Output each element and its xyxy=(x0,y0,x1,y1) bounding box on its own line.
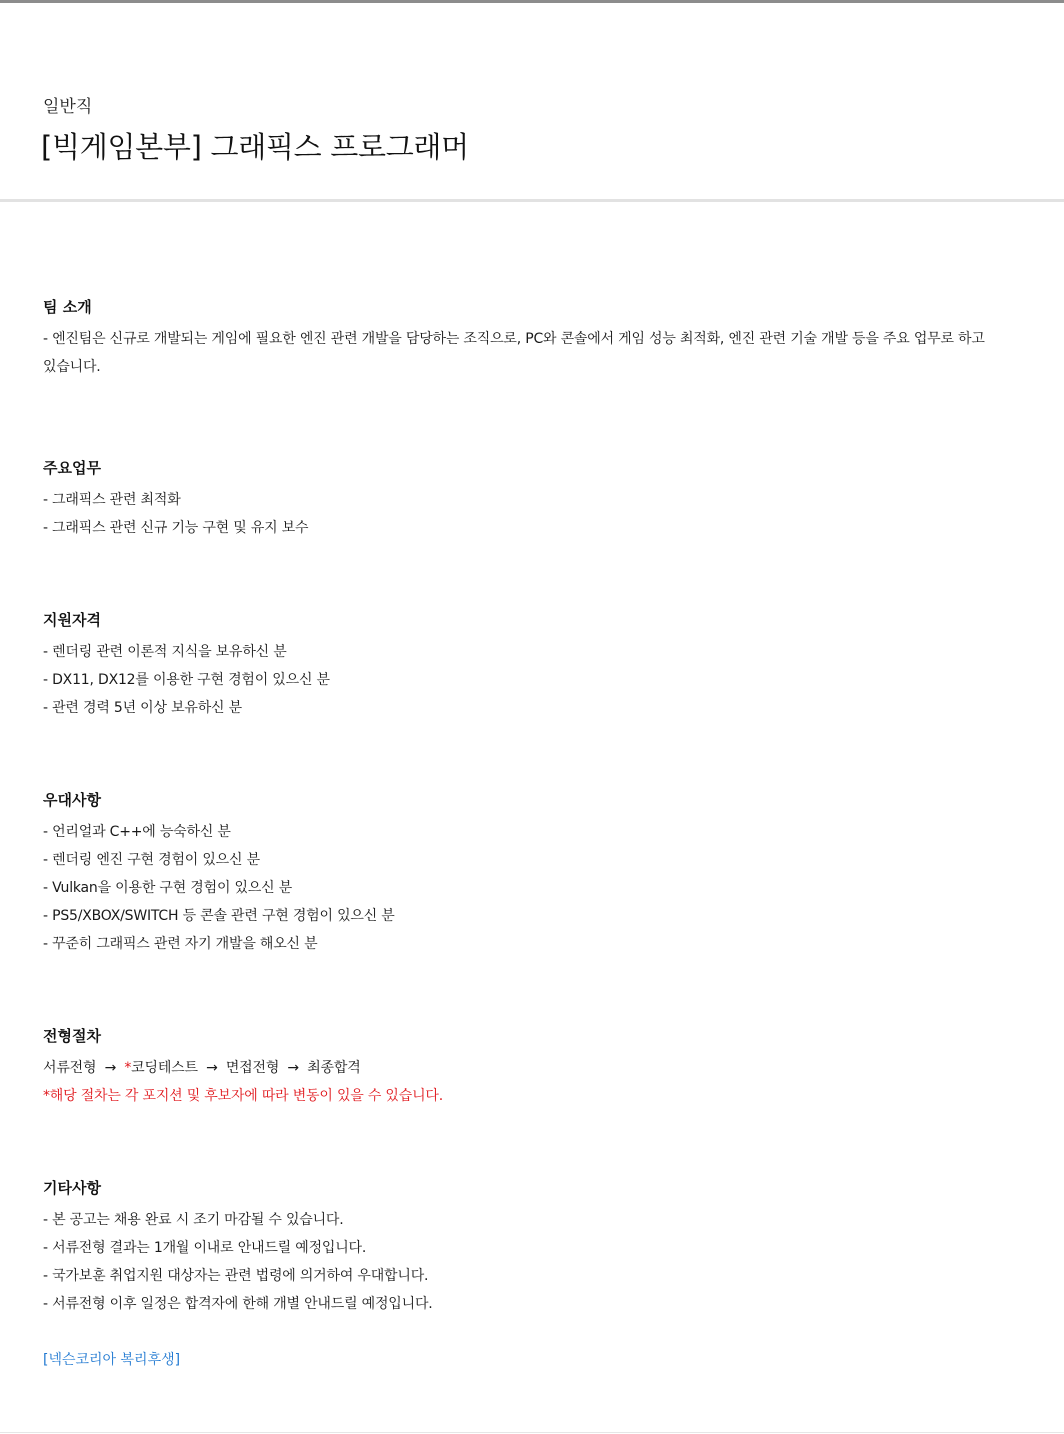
section-title-requirements: 지원자격 xyxy=(43,611,101,629)
list-item: - 렌더링 엔진 구현 경험이 있으신 분 xyxy=(43,852,260,868)
process-steps xyxy=(43,1054,1003,1082)
benefits-link[interactable]: [넥슨코리아 복리후생] xyxy=(43,1352,181,1368)
arrow-icon: → xyxy=(104,1060,117,1076)
list-item: - 렌더링 관련 이론적 지식을 보유하신 분 xyxy=(43,644,287,660)
section-preferred xyxy=(43,789,1003,958)
list-item: - 서류전형 결과는 1개월 이내로 안내드릴 예정입니다. xyxy=(43,1240,367,1256)
arrow-icon: → xyxy=(287,1060,299,1076)
process-step: 면접전형 xyxy=(225,1060,280,1076)
list-item: - 본 공고는 채용 완료 시 조기 마감될 수 있습니다. xyxy=(43,1212,344,1228)
list-item: - Vulkan을 이용한 구현 경험이 있으신 분 xyxy=(43,880,293,896)
section-process xyxy=(43,1025,1003,1110)
process-step: 코딩테스트 xyxy=(131,1060,198,1076)
arrow-icon: → xyxy=(206,1060,218,1076)
list-item: - PS5/XBOX/SWITCH 등 콘솔 관련 구현 경험이 있으신 분 xyxy=(43,908,395,924)
job-category: 일반직 xyxy=(43,97,93,117)
section-title-etc: 기타사항 xyxy=(43,1179,101,1197)
section-etc xyxy=(43,1177,1003,1318)
list-item: - 국가보훈 취업지원 대상자는 관련 법령에 의거하여 우대합니다. xyxy=(43,1268,429,1284)
header-divider xyxy=(0,199,1064,202)
section-title-process: 전형절차 xyxy=(43,1027,101,1045)
list-item: - DX11, DX12를 이용한 구현 경험이 있으신 분 xyxy=(43,672,330,688)
list-item: - 그래픽스 관련 최적화 xyxy=(43,492,181,508)
section-team-intro xyxy=(43,296,1003,381)
job-title: [빅게임본부] 그래픽스 프로그래머 xyxy=(41,130,469,164)
section-title-team-intro: 팀 소개 xyxy=(43,298,92,316)
section-duties xyxy=(43,457,1003,542)
list-item: - 언리얼과 C++에 능숙하신 분 xyxy=(43,824,231,840)
section-title-duties: 주요업무 xyxy=(43,459,101,477)
process-step: 서류전형 xyxy=(43,1060,97,1076)
list-item: - 그래픽스 관련 신규 기능 구현 및 유지 보수 xyxy=(43,520,309,536)
job-header xyxy=(0,3,1064,199)
team-intro-text: - 엔진팀은 신규로 개발되는 게임에 필요한 엔진 관련 개발을 담당하는 조직으로, PC와 콘솔에서 게임 성능 최적화, 엔진 관련 기술 개발 등을 주요 업무로 하고 있습니다. xyxy=(43,331,985,375)
list-item: - 관련 경력 5년 이상 보유하신 분 xyxy=(43,700,242,716)
list-item: - 꾸준히 그래픽스 관련 자기 개발을 해오신 분 xyxy=(43,936,318,952)
job-description xyxy=(43,296,1003,1374)
section-requirements xyxy=(43,609,1003,722)
process-note: *해당 절차는 각 포지션 및 후보자에 따라 변동이 있을 수 있습니다. xyxy=(43,1088,443,1104)
bottom-divider xyxy=(0,1432,1064,1433)
section-title-preferred: 우대사항 xyxy=(43,791,101,809)
process-step-asterisk: * xyxy=(124,1060,132,1076)
list-item: - 서류전형 이후 일정은 합격자에 한해 개별 안내드릴 예정입니다. xyxy=(43,1296,433,1312)
process-step: 최종합격 xyxy=(307,1060,361,1076)
